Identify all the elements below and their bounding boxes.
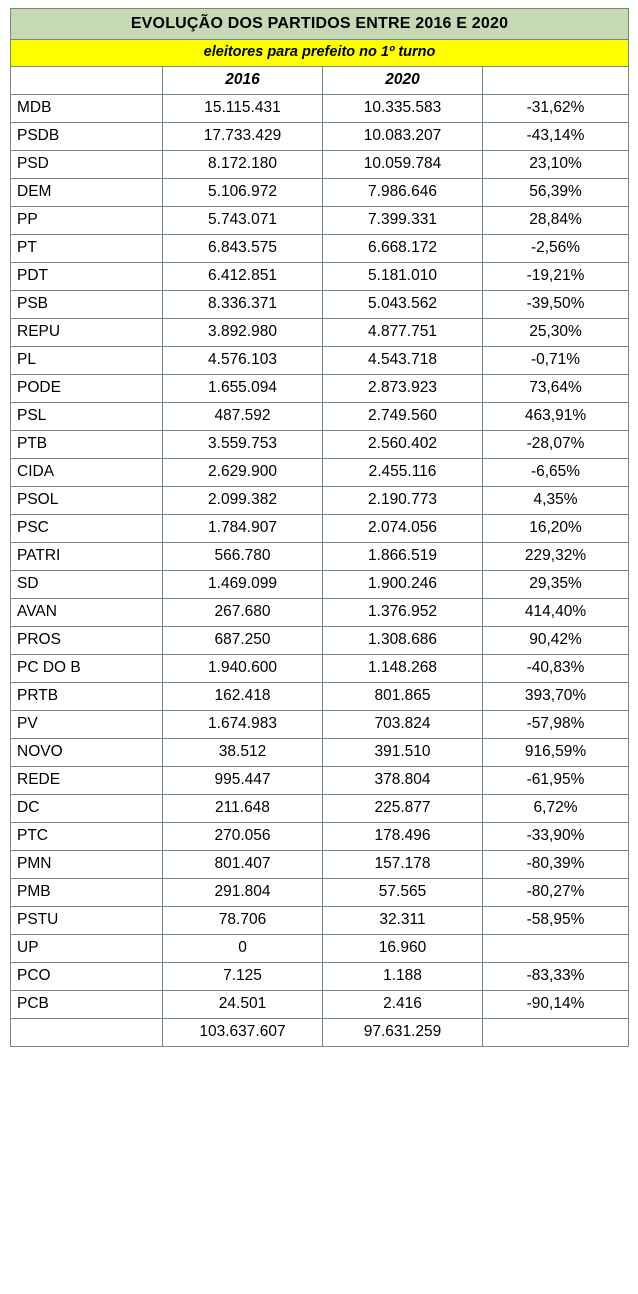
cell-variation: 4,35%	[483, 487, 629, 515]
cell-2016: 162.418	[163, 683, 323, 711]
cell-party: REPU	[11, 319, 163, 347]
cell-variation: -83,33%	[483, 963, 629, 991]
table-row	[11, 291, 629, 319]
table-row	[11, 823, 629, 851]
cell-party: PATRI	[11, 543, 163, 571]
cell-variation: -80,27%	[483, 879, 629, 907]
column-header-variation	[483, 67, 629, 95]
cell-variation: -80,39%	[483, 851, 629, 879]
cell-total-label	[11, 1019, 163, 1047]
cell-2016: 801.407	[163, 851, 323, 879]
cell-total-variation	[483, 1019, 629, 1047]
cell-party: PCO	[11, 963, 163, 991]
cell-2016: 6.412.851	[163, 263, 323, 291]
table-row	[11, 347, 629, 375]
table-row	[11, 795, 629, 823]
cell-2020: 5.043.562	[323, 291, 483, 319]
cell-2020: 7.399.331	[323, 207, 483, 235]
cell-2016: 1.674.983	[163, 711, 323, 739]
column-header-2020: 2020	[323, 67, 483, 95]
table-row	[11, 459, 629, 487]
cell-2020: 5.181.010	[323, 263, 483, 291]
table-row	[11, 403, 629, 431]
table-title: EVOLUÇÃO DOS PARTIDOS ENTRE 2016 E 2020	[11, 9, 629, 40]
cell-party: PSD	[11, 151, 163, 179]
cell-party: PMN	[11, 851, 163, 879]
cell-party: PSC	[11, 515, 163, 543]
total-row	[11, 1019, 629, 1047]
cell-2016: 687.250	[163, 627, 323, 655]
cell-2020: 7.986.646	[323, 179, 483, 207]
table-row	[11, 235, 629, 263]
cell-variation: 56,39%	[483, 179, 629, 207]
table-row	[11, 851, 629, 879]
cell-2020: 1.148.268	[323, 655, 483, 683]
cell-2020: 157.178	[323, 851, 483, 879]
cell-2016: 7.125	[163, 963, 323, 991]
cell-2016: 38.512	[163, 739, 323, 767]
cell-2016: 487.592	[163, 403, 323, 431]
cell-2016: 78.706	[163, 907, 323, 935]
cell-variation: 90,42%	[483, 627, 629, 655]
table-row	[11, 151, 629, 179]
cell-2016: 24.501	[163, 991, 323, 1019]
title-row	[11, 9, 629, 40]
cell-2020: 2.873.923	[323, 375, 483, 403]
cell-2016: 0	[163, 935, 323, 963]
cell-party: REDE	[11, 767, 163, 795]
cell-variation: 393,70%	[483, 683, 629, 711]
table-row	[11, 375, 629, 403]
cell-variation: -33,90%	[483, 823, 629, 851]
table-row	[11, 963, 629, 991]
cell-party: PSB	[11, 291, 163, 319]
cell-variation: 463,91%	[483, 403, 629, 431]
cell-variation: -2,56%	[483, 235, 629, 263]
cell-2016: 270.056	[163, 823, 323, 851]
cell-party: MDB	[11, 95, 163, 123]
cell-party: PC DO B	[11, 655, 163, 683]
cell-party: PP	[11, 207, 163, 235]
cell-2020: 178.496	[323, 823, 483, 851]
cell-2020: 32.311	[323, 907, 483, 935]
cell-2016: 1.655.094	[163, 375, 323, 403]
cell-2016: 3.892.980	[163, 319, 323, 347]
table-row	[11, 739, 629, 767]
table-row	[11, 767, 629, 795]
cell-2020: 57.565	[323, 879, 483, 907]
cell-2016: 15.115.431	[163, 95, 323, 123]
cell-2016: 566.780	[163, 543, 323, 571]
table-row	[11, 907, 629, 935]
table-row	[11, 123, 629, 151]
cell-2016: 1.784.907	[163, 515, 323, 543]
cell-party: NOVO	[11, 739, 163, 767]
table-row	[11, 627, 629, 655]
cell-2020: 2.074.056	[323, 515, 483, 543]
cell-2020: 1.188	[323, 963, 483, 991]
cell-party: PSTU	[11, 907, 163, 935]
cell-party: PROS	[11, 627, 163, 655]
cell-2020: 6.668.172	[323, 235, 483, 263]
cell-2020: 1.900.246	[323, 571, 483, 599]
cell-2020: 2.560.402	[323, 431, 483, 459]
cell-2020: 703.824	[323, 711, 483, 739]
cell-variation: -28,07%	[483, 431, 629, 459]
table-body	[11, 9, 629, 1047]
cell-2016: 267.680	[163, 599, 323, 627]
table-row	[11, 543, 629, 571]
cell-2020: 2.416	[323, 991, 483, 1019]
cell-2020: 16.960	[323, 935, 483, 963]
cell-2020: 378.804	[323, 767, 483, 795]
cell-party: PL	[11, 347, 163, 375]
cell-2020: 2.455.116	[323, 459, 483, 487]
cell-party: PSL	[11, 403, 163, 431]
cell-2016: 8.336.371	[163, 291, 323, 319]
table-row	[11, 431, 629, 459]
cell-variation: 23,10%	[483, 151, 629, 179]
cell-party: PTC	[11, 823, 163, 851]
cell-2020: 1.866.519	[323, 543, 483, 571]
subtitle-row	[11, 40, 629, 67]
cell-variation: -61,95%	[483, 767, 629, 795]
cell-2020: 10.083.207	[323, 123, 483, 151]
table-row	[11, 207, 629, 235]
table-row	[11, 599, 629, 627]
column-header-party	[11, 67, 163, 95]
cell-variation: -43,14%	[483, 123, 629, 151]
cell-party: AVAN	[11, 599, 163, 627]
cell-party: SD	[11, 571, 163, 599]
cell-2020: 4.543.718	[323, 347, 483, 375]
table-row	[11, 95, 629, 123]
cell-party: PRTB	[11, 683, 163, 711]
cell-party: DC	[11, 795, 163, 823]
cell-variation: 414,40%	[483, 599, 629, 627]
cell-2016: 3.559.753	[163, 431, 323, 459]
cell-2016: 995.447	[163, 767, 323, 795]
cell-variation: 229,32%	[483, 543, 629, 571]
cell-variation: 73,64%	[483, 375, 629, 403]
cell-2020: 4.877.751	[323, 319, 483, 347]
cell-variation: 25,30%	[483, 319, 629, 347]
cell-variation: 6,72%	[483, 795, 629, 823]
cell-party: PDT	[11, 263, 163, 291]
cell-party: PODE	[11, 375, 163, 403]
column-header-2016: 2016	[163, 67, 323, 95]
table-row	[11, 655, 629, 683]
cell-party: PMB	[11, 879, 163, 907]
cell-2020: 10.335.583	[323, 95, 483, 123]
table-row	[11, 711, 629, 739]
cell-variation: -58,95%	[483, 907, 629, 935]
cell-variation: 16,20%	[483, 515, 629, 543]
cell-variation: -31,62%	[483, 95, 629, 123]
cell-party: UP	[11, 935, 163, 963]
table-row	[11, 991, 629, 1019]
cell-variation: -19,21%	[483, 263, 629, 291]
cell-variation: -39,50%	[483, 291, 629, 319]
table-row	[11, 571, 629, 599]
cell-2016: 17.733.429	[163, 123, 323, 151]
cell-variation: -57,98%	[483, 711, 629, 739]
cell-2020: 1.308.686	[323, 627, 483, 655]
cell-party: PTB	[11, 431, 163, 459]
cell-2016: 291.804	[163, 879, 323, 907]
table-row	[11, 319, 629, 347]
table-row	[11, 683, 629, 711]
cell-total-2016: 103.637.607	[163, 1019, 323, 1047]
cell-party: DEM	[11, 179, 163, 207]
table-row	[11, 515, 629, 543]
cell-party: PV	[11, 711, 163, 739]
table-row	[11, 935, 629, 963]
cell-2016: 5.743.071	[163, 207, 323, 235]
cell-2016: 2.099.382	[163, 487, 323, 515]
cell-2016: 1.940.600	[163, 655, 323, 683]
cell-party: PSDB	[11, 123, 163, 151]
cell-2016: 2.629.900	[163, 459, 323, 487]
cell-2020: 2.190.773	[323, 487, 483, 515]
cell-2016: 1.469.099	[163, 571, 323, 599]
cell-2016: 6.843.575	[163, 235, 323, 263]
cell-variation: -40,83%	[483, 655, 629, 683]
table-row	[11, 487, 629, 515]
cell-variation	[483, 935, 629, 963]
cell-party: PCB	[11, 991, 163, 1019]
cell-2020: 2.749.560	[323, 403, 483, 431]
cell-2016: 8.172.180	[163, 151, 323, 179]
cell-variation: -0,71%	[483, 347, 629, 375]
cell-2016: 5.106.972	[163, 179, 323, 207]
parties-evolution-table	[10, 8, 629, 1047]
table-subtitle: eleitores para prefeito no 1º turno	[11, 40, 629, 67]
table-row	[11, 263, 629, 291]
column-header-row	[11, 67, 629, 95]
table-row	[11, 879, 629, 907]
cell-party: PT	[11, 235, 163, 263]
cell-variation: 29,35%	[483, 571, 629, 599]
cell-variation: -6,65%	[483, 459, 629, 487]
cell-total-2020: 97.631.259	[323, 1019, 483, 1047]
cell-2020: 225.877	[323, 795, 483, 823]
cell-variation: -90,14%	[483, 991, 629, 1019]
cell-2016: 4.576.103	[163, 347, 323, 375]
cell-2016: 211.648	[163, 795, 323, 823]
cell-2020: 391.510	[323, 739, 483, 767]
cell-variation: 28,84%	[483, 207, 629, 235]
table-row	[11, 179, 629, 207]
cell-2020: 801.865	[323, 683, 483, 711]
cell-variation: 916,59%	[483, 739, 629, 767]
cell-2020: 1.376.952	[323, 599, 483, 627]
cell-party: PSOL	[11, 487, 163, 515]
cell-2020: 10.059.784	[323, 151, 483, 179]
cell-party: CIDA	[11, 459, 163, 487]
